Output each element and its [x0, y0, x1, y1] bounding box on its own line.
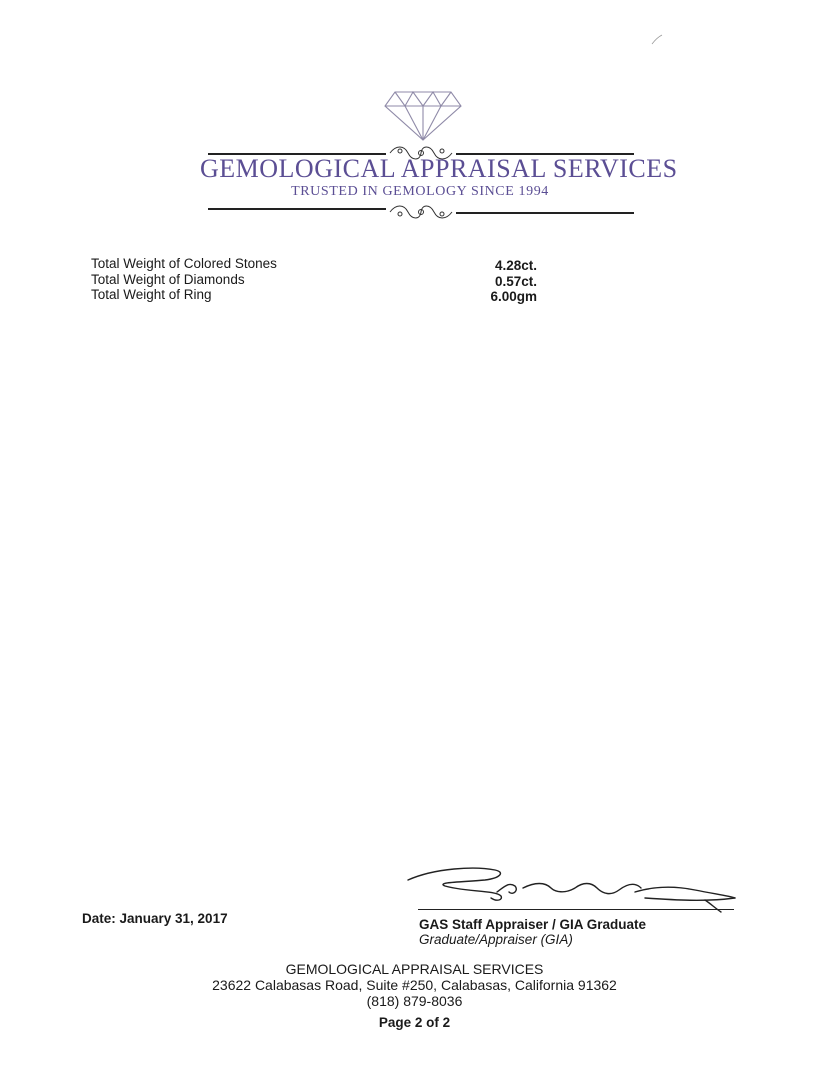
footer-phone: (818) 879-8036 [366, 993, 463, 1009]
weight-label: Total Weight of Ring [91, 287, 212, 302]
weight-row [91, 287, 551, 303]
footer-address: 23622 Calabasas Road, Suite #250, Calabasas, California 91362 [212, 977, 617, 993]
weights-table [91, 256, 551, 303]
weight-row [91, 256, 551, 272]
letterhead-tagline: TRUSTED IN GEMOLOGY SINCE 1994 [291, 184, 549, 199]
document-date: Date: January 31, 2017 [82, 911, 228, 926]
weight-value: 0.57ct. [494, 273, 537, 289]
letterhead-company-name: GEMOLOGICAL APPRAISAL SERVICES [200, 154, 678, 183]
scan-mark [650, 34, 664, 46]
appraiser-subtitle: Graduate/Appraiser (GIA) [419, 932, 573, 947]
signature-image [405, 852, 740, 916]
weight-row [91, 272, 551, 288]
weight-value: 6.00gm [490, 289, 537, 304]
letterhead [200, 80, 678, 230]
appraiser-title: GAS Staff Appraiser / GIA Graduate [419, 917, 647, 932]
bottom-ornament-icon [386, 202, 456, 222]
bottom-rule-left [208, 208, 386, 210]
weight-value: 4.28ct. [494, 258, 537, 273]
weight-label: Total Weight of Colored Stones [91, 256, 277, 271]
footer [0, 961, 829, 1031]
signature-line [418, 909, 734, 910]
weight-label: Total Weight of Diamonds [91, 271, 245, 287]
diamond-icon [383, 86, 463, 142]
page-number: Page 2 of 2 [378, 1015, 451, 1030]
bottom-rule-right [456, 212, 634, 214]
footer-company: GEMOLOGICAL APPRAISAL SERVICES [285, 961, 544, 977]
